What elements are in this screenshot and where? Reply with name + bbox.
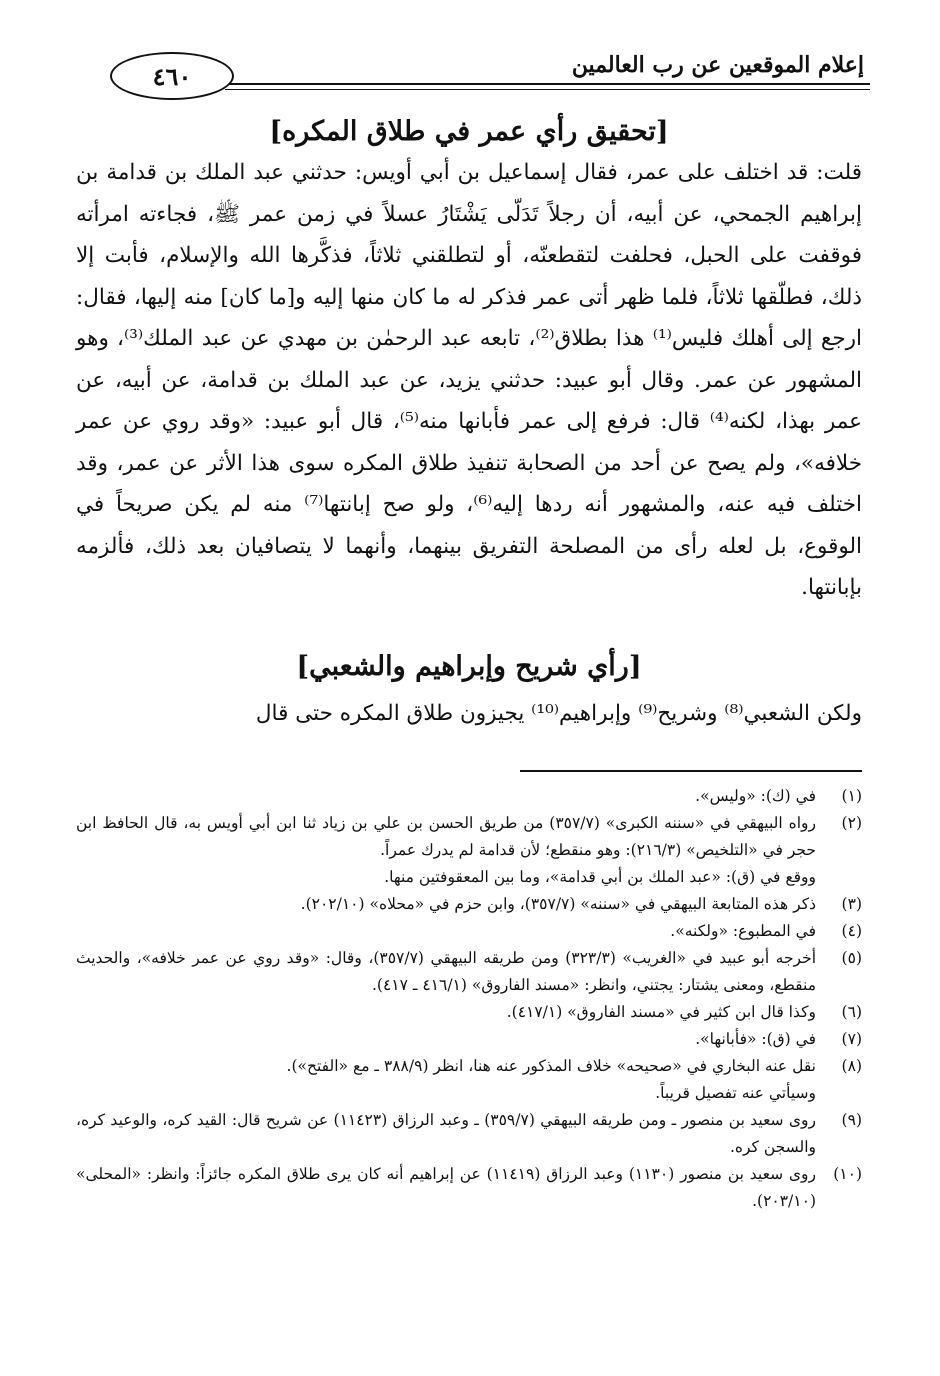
- footnote-text: وكذا قال ابن كثير في «مسند الفاروق» (٤١٧/١).: [506, 1003, 816, 1021]
- footnote-text: في (ك): «وليس».: [695, 787, 816, 805]
- footnote-3: [76, 891, 862, 918]
- footnote-number: (٧): [841, 1030, 862, 1048]
- footnote-4: [76, 918, 862, 945]
- footnote-10: [76, 1161, 862, 1215]
- footnote-text: في (ق): «فأبانها».: [695, 1030, 816, 1048]
- header-rule: [225, 83, 870, 85]
- page-number-frame: [110, 52, 234, 100]
- footnote-continuation: ووقع في (ق): «عبد الملك بن أبي قدامة»، وما بين المعقوفتين منها.: [384, 868, 816, 886]
- footnote-text: ذكر هذه المتابعة البيهقي في «سننه» (٣٥٧/٧)، وابن حزم في «محلاه» (٢٠٢/١٠).: [300, 895, 816, 913]
- footnote-continuation: وسيأتي عنه تفصيل قريباً.: [655, 1084, 816, 1102]
- footnote-8: [76, 1053, 862, 1107]
- page-number: ٤٦٠: [152, 61, 192, 91]
- header-rule-thin: [225, 89, 870, 90]
- paragraph-shurayh: ولكن الشعبي⁽⁸⁾ وشريح⁽⁹⁾ وإبراهيم⁽¹⁰⁾ يجيزون طلاق المكره حتى قال: [255, 700, 862, 726]
- footnote-number: (٢): [841, 814, 862, 832]
- footnote-number: (٥): [841, 949, 862, 967]
- footnote-number: (٦): [841, 1003, 862, 1021]
- footnote-2: [76, 810, 862, 891]
- footnote-number: (٣): [841, 895, 862, 913]
- book-title: إعلام الموقعين عن رب العالمين: [571, 52, 864, 78]
- footnote-text: نقل عنه البخاري في «صحيحه» خلاف المذكور عنه هنا، انظر (٣٨٨/٩ ـ مع «الفتح»).: [286, 1057, 816, 1075]
- footnote-number: (٨): [841, 1057, 862, 1075]
- footnote-5: [76, 945, 862, 999]
- footnote-number: (١٠): [833, 1165, 862, 1183]
- footnote-text: رواه البيهقي في «سننه الكبرى» (٣٥٧/٧) من طريق الحسن بن علي بن زياد ثنا ابن أبي أويس به، قال الحافظ ابن حجر في «التلخيص» (٢١٦/٣): وهو منقطع؛ لأن قدامة لم يدرك عمراً.: [76, 814, 816, 859]
- running-header: [70, 48, 870, 98]
- footnotes: [76, 783, 862, 1215]
- footnote-number: (٩): [841, 1111, 862, 1129]
- footnote-separator: [520, 770, 862, 772]
- footnote-text: في المطبوع: «ولكنه».: [670, 922, 816, 940]
- footnote-7: [76, 1026, 862, 1053]
- footnote-text: روى سعيد بن منصور (١١٣٠) وعبد الرزاق (١١٤١٩) عن إبراهيم أنه كان يرى طلاق المكره جائزاً: وانظر: «المحلى» (٢٠٣/١٠).: [76, 1165, 816, 1210]
- footnote-text: روى سعيد بن منصور ـ ومن طريقه البيهقي (٣٥٩/٧) ـ وعبد الرزاق (١١٤٢٣) عن شريح قال: القيد كره، والوعيد كره، والسجن كره.: [76, 1111, 817, 1156]
- section-heading-umar: [تحقيق رأي عمر في طلاق المكره]: [269, 116, 669, 147]
- main-text: [76, 112, 862, 734]
- footnote-1: [76, 783, 862, 810]
- paragraph-umar: قلت: قد اختلف على عمر، فقال إسماعيل بن أبي أويس: حدثني عبد الملك بن قدامة بن إبراهيم الجمحي، عن أبيه، أن رجلاً تَدَلّى يَشْتَارُ عسلاً في زمن عمر ﷺ، فجاءته امرأته فوقفت على الحبل، فحلفت لتقطعنّه، أو لتطلقني ثلاثاً، فذكَّرها الله والإسلام، فأبت إلا ذلك، فطلّقها ثلاثاً، فلما ظهر أتى عمر فذكر له ما كان منها إليه و[ما كان] منه إليها، فقال: ارجع إلى أهلك فليس⁽¹⁾ هذا بطلاق⁽²⁾، تابعه عبد الرحمٰن بن مهدي عن عبد الملك⁽³⁾، وهو المشهور عن عمر. وقال أبو عبيد: حدثني يزيد، عن عبد الملك بن قدامة، عن أبيه، عن عمر بهذا، لكنه⁽⁴⁾ قال: فرفع إلى عمر فأبانها منه⁽⁵⁾، قال أبو عبيد: «وقد روي عن عمر خلافه»، ولم يصح عن أحد من الصحابة تنفيذ طلاق المكره سوى هذا الأثر عن عمر، وقد اختلف فيه عنه، والمشهور أنه ردها إليه⁽⁶⁾، ولو صح إبانتها⁽⁷⁾ منه لم يكن صريحاً في الوقوع، بل لعله رأى من المصلحة التفريق بينهما، وأنهما لا يتصافيان بعد ذلك، فألزمه بإبانتها.: [76, 160, 863, 600]
- section-heading-shurayh: [رأي شريح وإبراهيم والشعبي]: [296, 650, 642, 682]
- footnote-6: [76, 999, 862, 1026]
- footnote-number: (١): [841, 787, 862, 805]
- footnote-9: [76, 1107, 862, 1161]
- footnote-text: أخرجه أبو عبيد في «الغريب» (٣٢٣/٣) ومن طريقه البيهقي (٣٥٧/٧)، وقال: «وقد روي عن عمر خلافه»، والحديث منقطع، ومعنى يشتار: يجتني، وانظر: «مسند الفاروق» (٤١٦/١ ـ ٤١٧).: [76, 949, 816, 994]
- footnote-number: (٤): [841, 922, 862, 940]
